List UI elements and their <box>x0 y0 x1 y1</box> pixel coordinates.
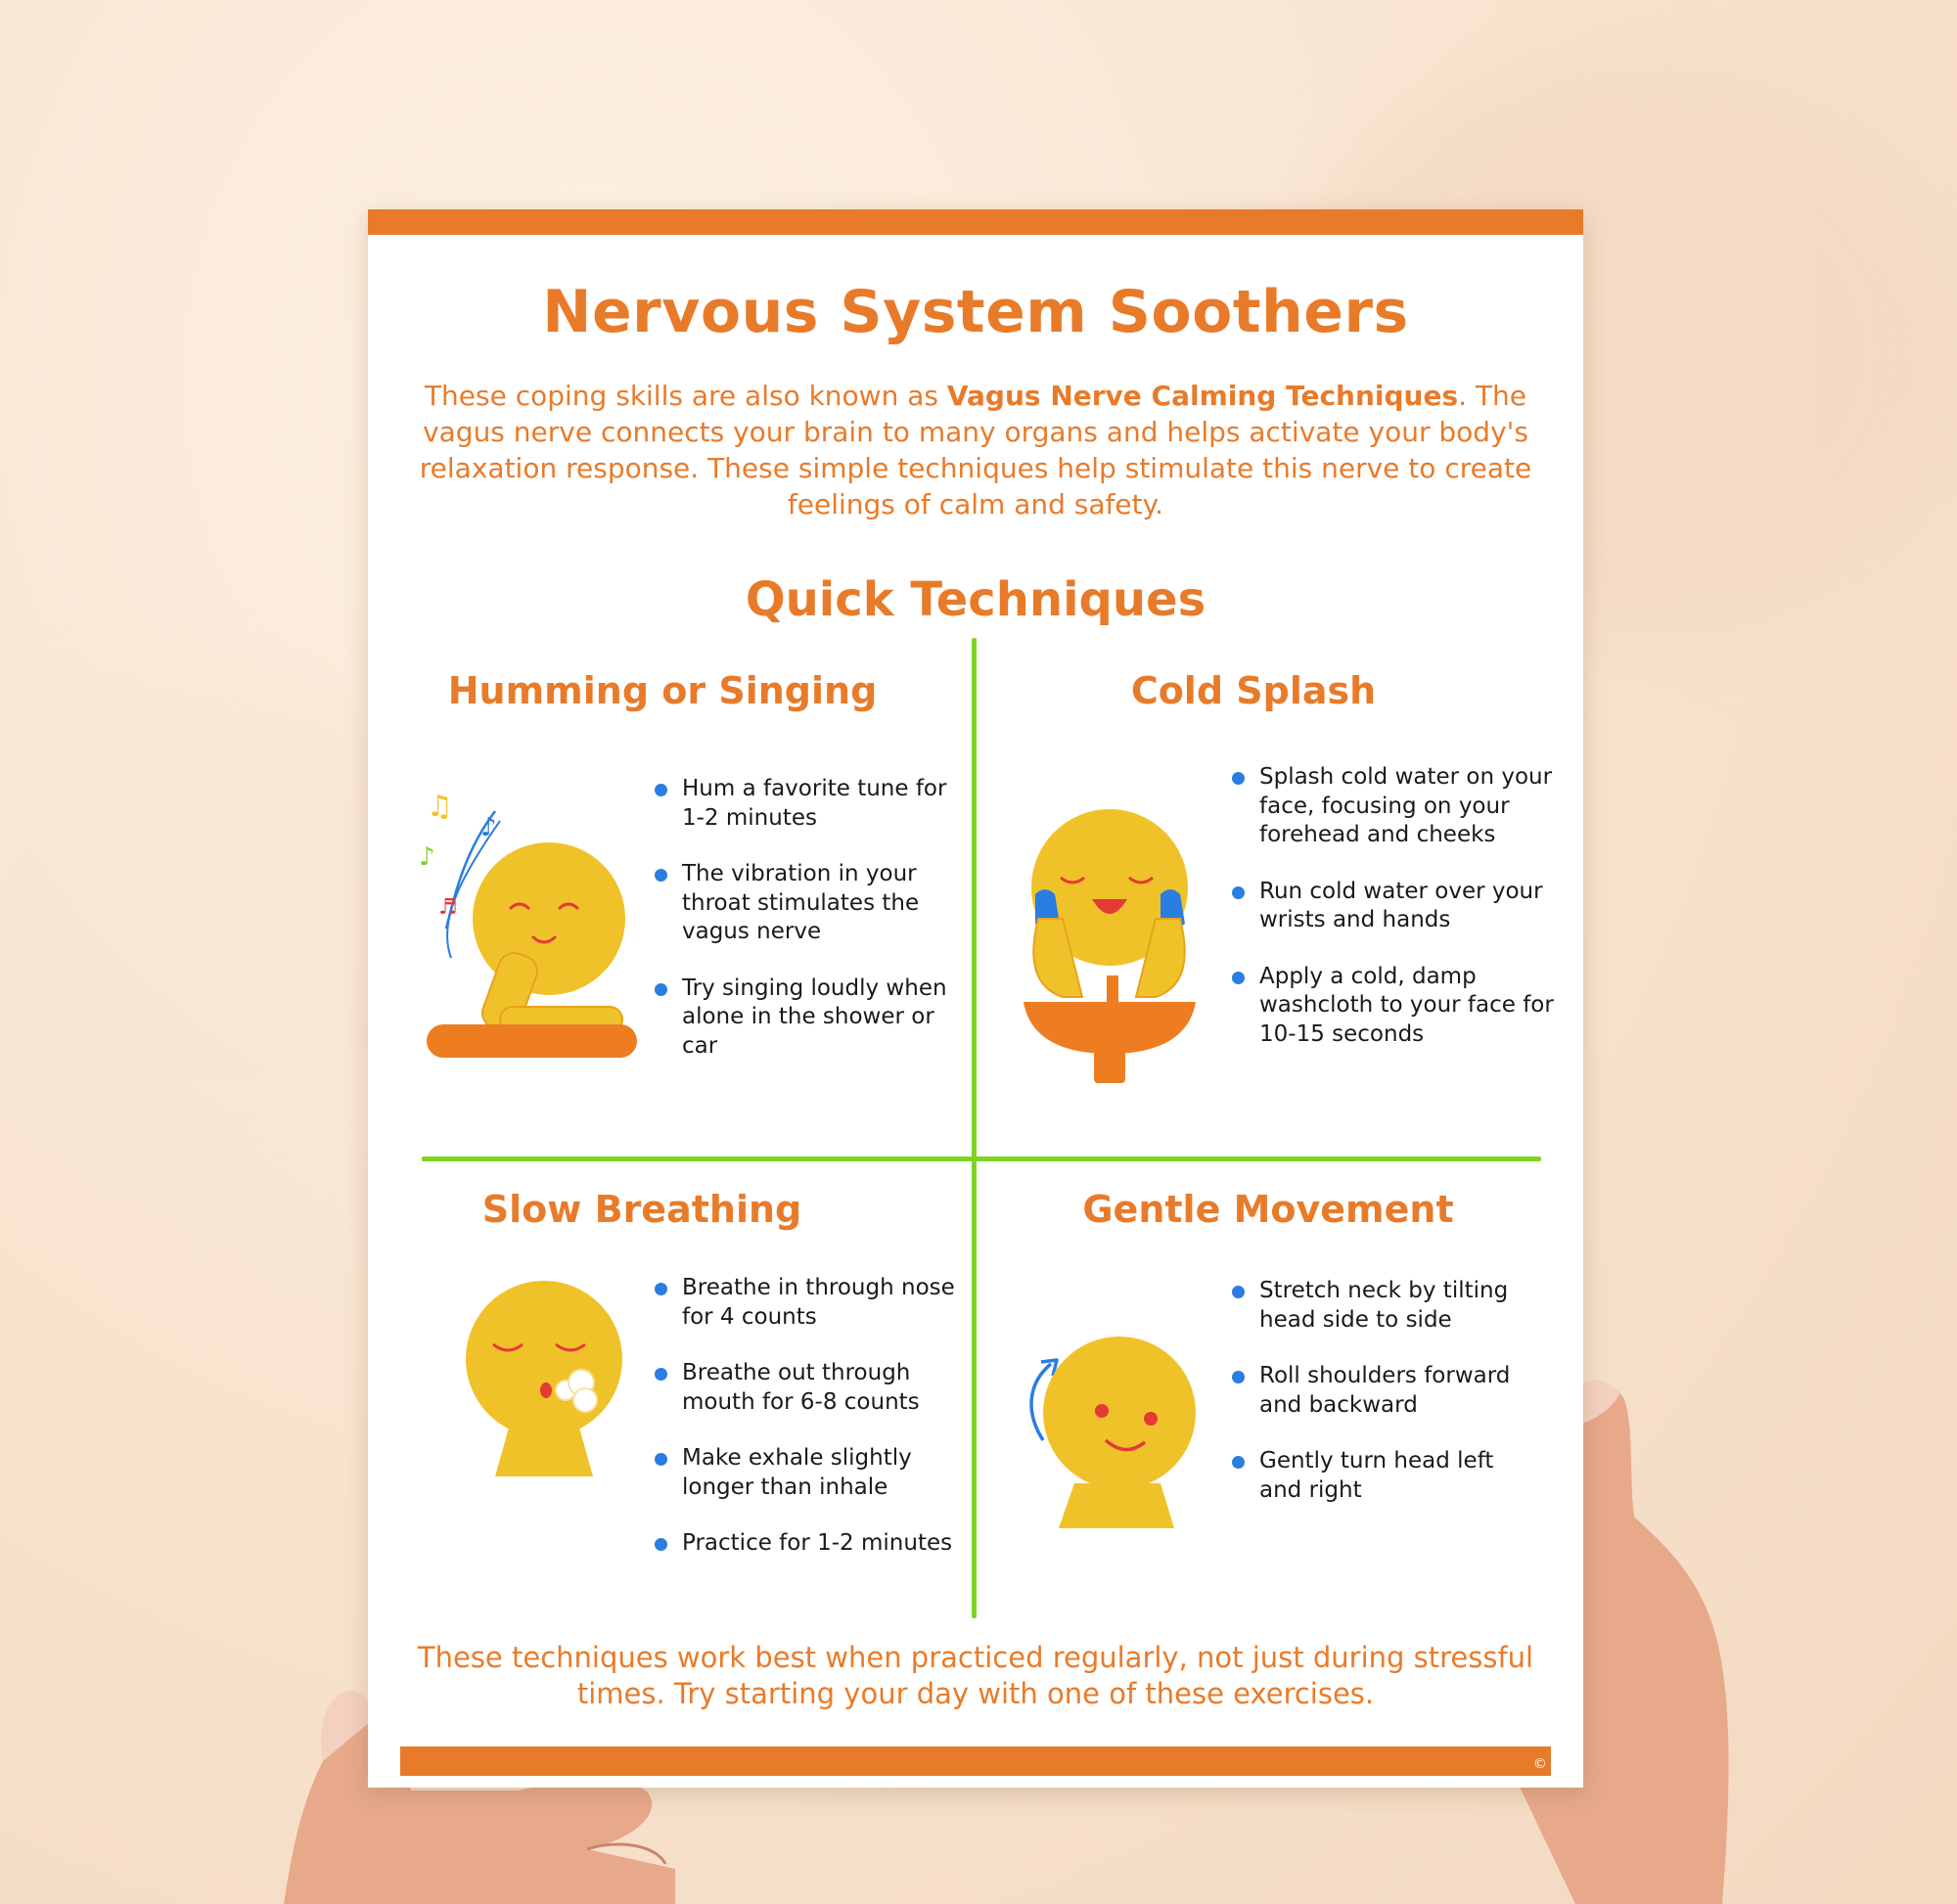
slow-breathing-title: Slow Breathing <box>481 1188 802 1231</box>
humming-figure-icon <box>419 782 652 1065</box>
cold-splash-list <box>1232 763 1555 1076</box>
humming-list <box>655 775 948 1088</box>
head-tilt-figure-icon <box>1014 1335 1209 1530</box>
worksheet-page <box>368 209 1583 1788</box>
list-item: Hum a favorite tune for 1-2 minutes <box>655 775 948 833</box>
intro-bold-text: Vagus Nerve Calming Techniques <box>946 380 1459 412</box>
list-item: Apply a cold, damp washcloth to your face for 10-15 seconds <box>1232 963 1555 1050</box>
face-splash-figure-icon <box>1024 801 1200 1085</box>
top-accent-bar <box>368 209 1583 235</box>
music-note-icon: ♫ <box>427 790 453 824</box>
music-note-icon: ♪ <box>480 813 497 842</box>
list-item: Breathe in through nose for 4 counts <box>655 1274 958 1332</box>
cold-splash-title: Cold Splash <box>1130 669 1377 712</box>
humming-title: Humming or Singing <box>447 669 878 712</box>
breathing-figure-icon <box>466 1281 632 1476</box>
list-item: Breathe out through mouth for 6-8 counts <box>655 1359 958 1417</box>
footer-note: These techniques work best when practiced regularly, not just during stressful times. Try starting your day with one of these exercises. <box>417 1641 1534 1710</box>
intro-paragraph <box>417 378 1534 522</box>
list-item: Stretch neck by tilting head side to side <box>1232 1277 1525 1335</box>
section-heading: Quick Techniques <box>745 572 1206 627</box>
music-note-icon: ♪ <box>419 842 435 872</box>
intro-text-continued: . The vagus nerve connects your brain to many organs and helps activate your body's relaxation response. These simple techniques help stimulate this nerve to create feelings of calm and safety. <box>419 380 1532 521</box>
music-note-icon: ♬ <box>438 895 458 920</box>
gentle-movement-title: Gentle Movement <box>1082 1188 1454 1231</box>
vertical-divider <box>972 638 977 1618</box>
list-item: Roll shoulders forward and backward <box>1232 1362 1525 1420</box>
bottom-accent-bar <box>400 1746 1551 1776</box>
list-item: Gently turn head left and right <box>1232 1447 1525 1505</box>
list-item: Splash cold water on your face, focusing on your forehead and cheeks <box>1232 763 1555 850</box>
list-item: Try singing loudly when alone in the shower or car <box>655 975 948 1062</box>
list-item: The vibration in your throat stimulates the vagus nerve <box>655 860 948 947</box>
page-title: Nervous System Soothers <box>542 278 1409 346</box>
slow-breathing-list <box>655 1274 958 1586</box>
list-item: Run cold water over your wrists and hands <box>1232 878 1555 935</box>
intro-text: These coping skills are also known as <box>424 380 947 412</box>
copyright-text: © 202 <box>1532 1756 1577 1772</box>
list-item: Make exhale slightly longer than inhale <box>655 1444 958 1502</box>
list-item: Practice for 1-2 minutes <box>655 1529 958 1559</box>
gentle-movement-list <box>1232 1277 1525 1532</box>
horizontal-divider <box>422 1156 1541 1161</box>
